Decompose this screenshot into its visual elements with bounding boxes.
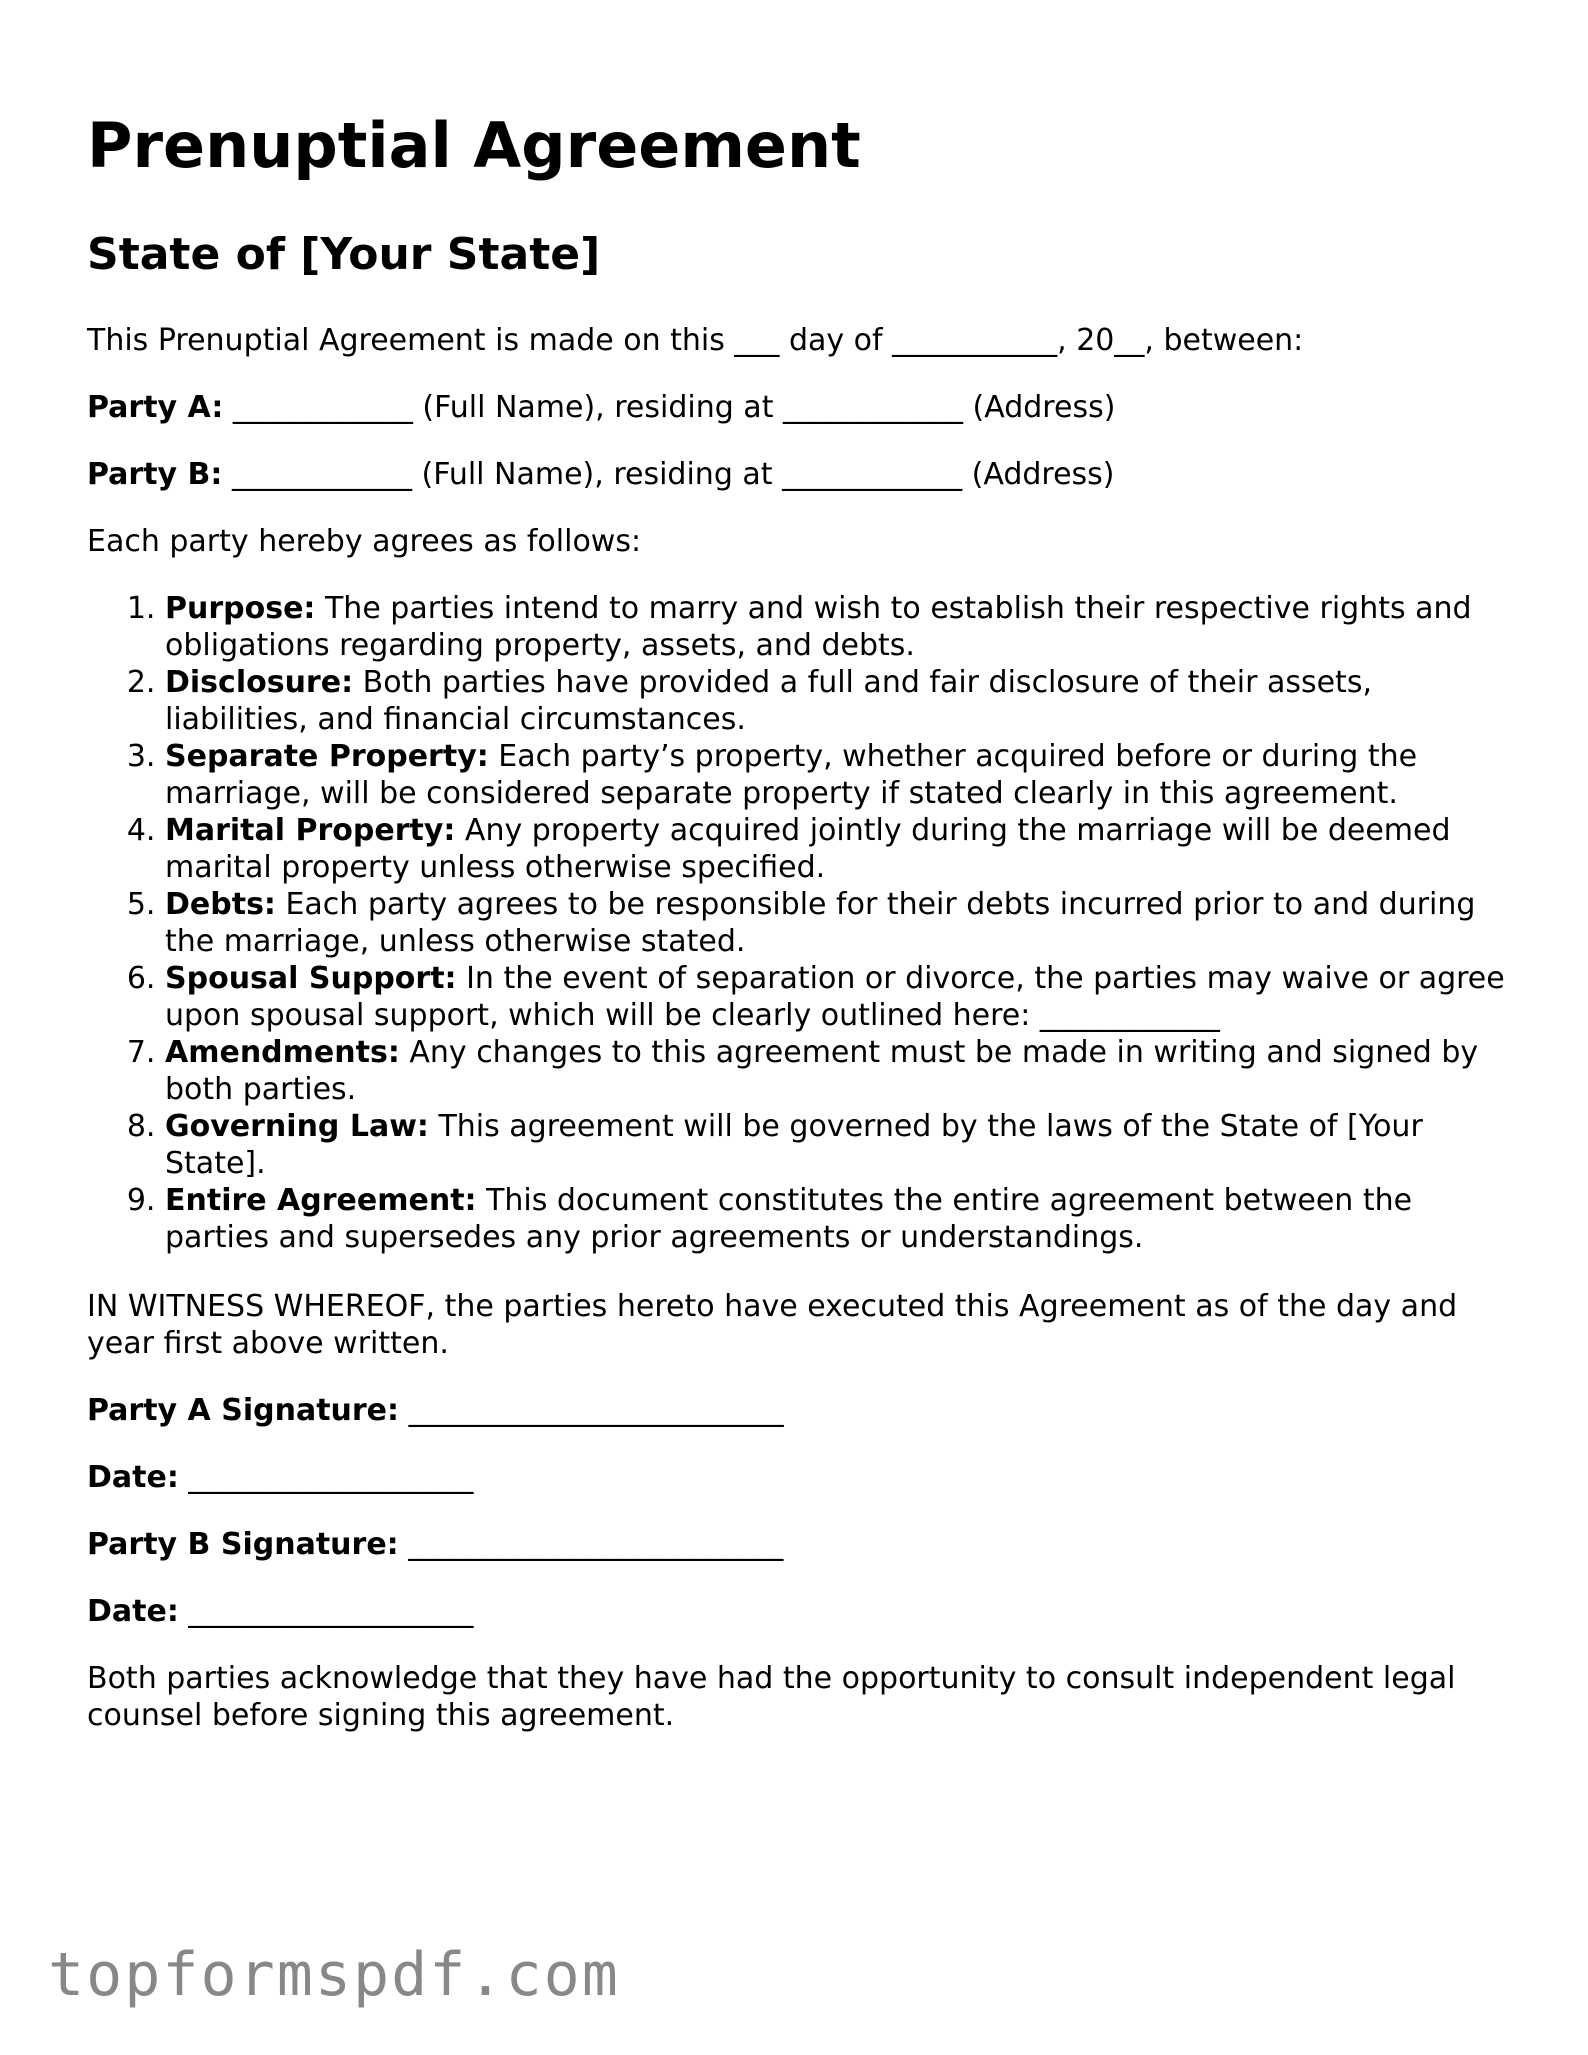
party-a-fields: ____________ (Full Name), residing at ____________ (Address) xyxy=(223,390,1116,425)
clause-item xyxy=(165,590,1510,664)
clause-text: The parties intend to marry and wish to establish their respective rights and obligations regarding property, assets, and debts. xyxy=(165,591,1472,663)
clause-term: Governing Law: xyxy=(165,1109,429,1144)
party-b-date-line xyxy=(87,1593,473,1630)
acknowledge-paragraph: Both parties acknowledge that they have had the opportunity to consult independent legal counsel before signing this agreement. xyxy=(87,1661,1456,1733)
document-title: Prenuptial Agreement xyxy=(87,109,861,182)
intro-paragraph: This Prenuptial Agreement is made on this ___ day of ___________, 20__, between: xyxy=(87,323,1304,358)
document-subtitle: State of [Your State] xyxy=(87,229,601,280)
party-a-label: Party A: xyxy=(87,390,224,425)
party-a-date-label: Date: xyxy=(87,1460,179,1495)
party-b-signature-line xyxy=(87,1526,783,1563)
party-a-signature-blank: _________________________ xyxy=(399,1393,784,1428)
clause-list xyxy=(87,590,1510,1256)
clause-item xyxy=(165,812,1510,886)
clause-text: In the event of separation or divorce, the parties may waive or agree upon spousal support, which will be clearly outlined here: ____________ xyxy=(165,961,1505,1033)
clause-item xyxy=(165,1182,1510,1256)
clause-text: Both parties have provided a full and fair disclosure of their assets, liabilities, and financial circumstances. xyxy=(165,665,1372,737)
party-b-signature-label: Party B Signature: xyxy=(87,1527,399,1562)
party-b-date-blank: ___________________ xyxy=(178,1594,474,1629)
clause-item xyxy=(165,960,1510,1034)
clause-term: Debts: xyxy=(165,887,276,922)
agrees-paragraph: Each party hereby agrees as follows: xyxy=(87,524,642,559)
clause-item xyxy=(165,738,1510,812)
clause-text: Any changes to this agreement must be made in writing and signed by both parties. xyxy=(165,1035,1479,1107)
clause-term: Spousal Support: xyxy=(165,961,457,996)
clause-text: This document constitutes the entire agreement between the parties and supersedes any prior agreements or understandings. xyxy=(165,1183,1413,1255)
clause-term: Entire Agreement: xyxy=(165,1183,477,1218)
clause-term: Purpose: xyxy=(165,591,316,626)
clause-text: Any property acquired jointly during the marriage will be deemed marital property unless otherwise specified. xyxy=(165,813,1451,885)
clause-term: Disclosure: xyxy=(165,665,354,700)
clause-item xyxy=(165,664,1510,738)
clause-text: This agreement will be governed by the laws of the State of [Your State]. xyxy=(165,1109,1423,1181)
clause-term: Amendments: xyxy=(165,1035,400,1070)
party-a-line xyxy=(87,389,1115,426)
clause-item xyxy=(165,886,1510,960)
clause-item xyxy=(165,1034,1510,1108)
party-a-date-blank: ___________________ xyxy=(178,1460,474,1495)
witness-paragraph: IN WITNESS WHEREOF, the parties hereto have executed this Agreement as of the day and year first above written. xyxy=(87,1289,1458,1361)
clause-term: Marital Property: xyxy=(165,813,456,848)
party-a-signature-line xyxy=(87,1392,784,1429)
party-b-date-label: Date: xyxy=(87,1594,179,1629)
clause-text: Each party’s property, whether acquired before or during the marriage, will be considered separate property if stated clearly in this agreement. xyxy=(165,739,1418,811)
clause-text: Each party agrees to be responsible for their debts incurred prior to and during the marriage, unless otherwise stated. xyxy=(165,887,1476,959)
party-a-signature-label: Party A Signature: xyxy=(87,1393,400,1428)
clause-term: Separate Property: xyxy=(165,739,489,774)
party-b-label: Party B: xyxy=(87,457,223,492)
party-b-line xyxy=(87,456,1115,493)
watermark: topformspdf.com xyxy=(48,1940,620,2010)
party-b-signature-blank: _________________________ xyxy=(398,1527,784,1562)
party-a-date-line xyxy=(87,1459,473,1496)
party-b-fields: ____________ (Full Name), residing at ____________ (Address) xyxy=(222,457,1115,492)
clause-item xyxy=(165,1108,1510,1182)
